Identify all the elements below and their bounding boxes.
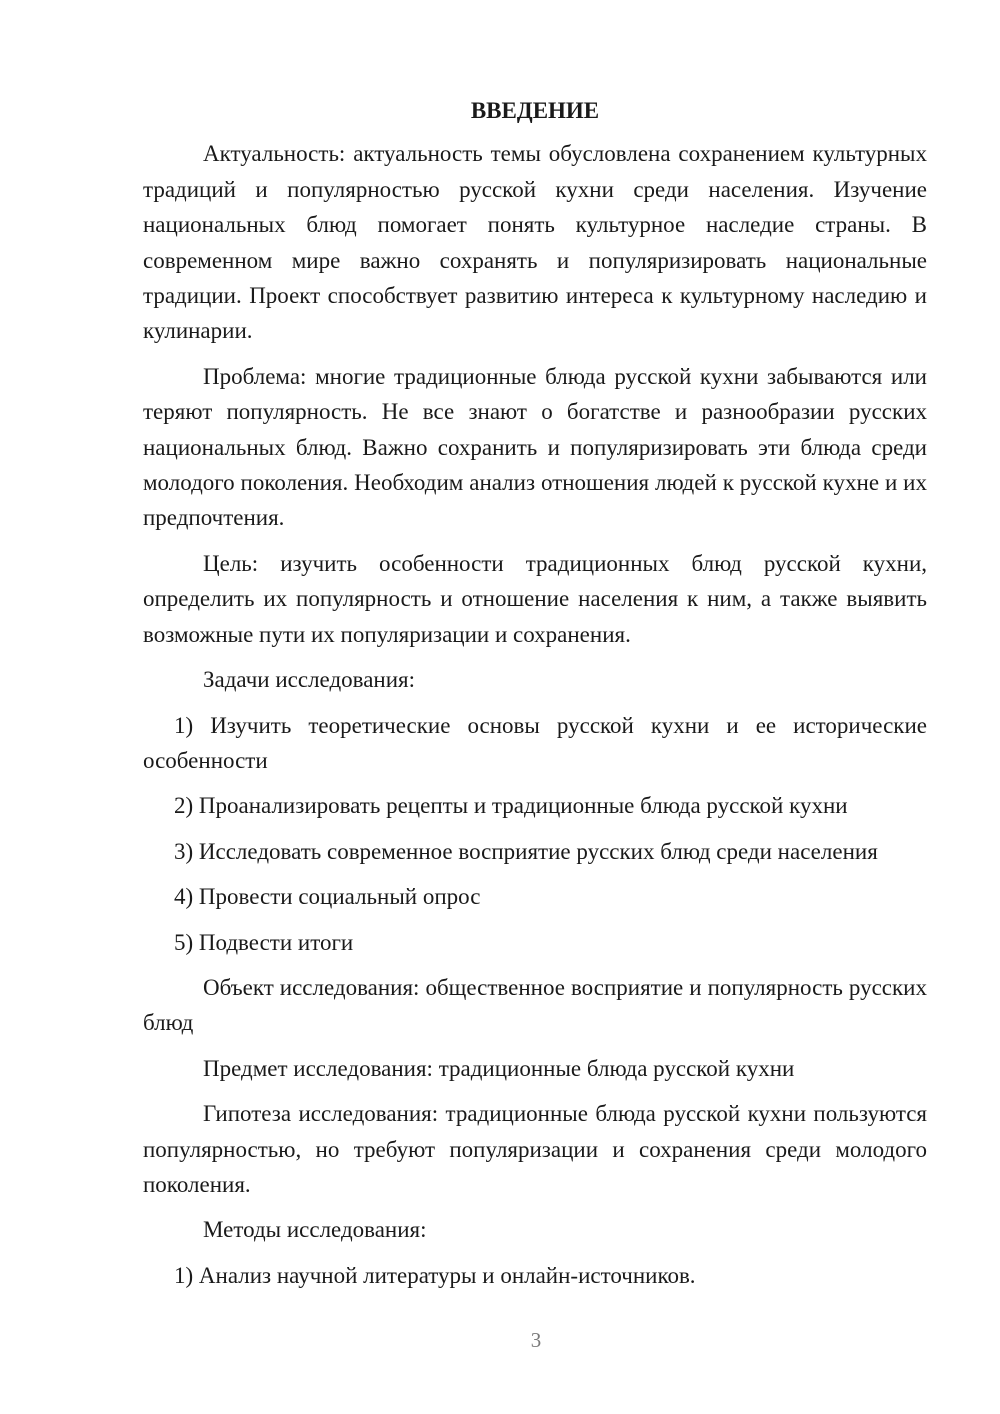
section-heading: ВВЕДЕНИЕ: [470, 98, 600, 123]
task-item: 1) Изучить теоретические основы русской кухни и ее исторические особенности: [143, 712, 927, 773]
object-paragraph: Объект исследования: общественное восприятие и популярность русских блюд: [143, 974, 927, 1036]
task-item: 3) Исследовать современное восприятие русских блюд среди населения: [174, 838, 878, 864]
page-number: 3: [530, 1328, 542, 1352]
task-item: 4) Провести социальный опрос: [174, 884, 481, 910]
hypothesis-paragraph: Гипотеза исследования: традиционные блюда русской кухни пользуются популярностью, но требуют популяризации и сохранения среди молодого поколения.: [143, 1101, 927, 1197]
tasks-heading: Задачи исследования:: [203, 667, 416, 693]
subject-paragraph: Предмет исследования: традиционные блюда русской кухни: [203, 1055, 795, 1081]
task-item: 5) Подвести итоги: [174, 929, 354, 955]
relevance-paragraph: Актуальность: актуальность темы обусловлена сохранением культурных традиций и популярностью русской кухни среди населения. Изучение национальных блюд помогает понять культурное наследие страны. В современном мире важно сохранять и популяризировать национальные традиции. Проект способствует развитию интереса к культурному наследию и кулинарии.: [143, 141, 927, 344]
methods-heading: Методы исследования:: [203, 1217, 427, 1243]
goal-paragraph: Цель: изучить особенности традиционных блюд русской кухни, определить их популярность и отношение населения к ним, а также выявить возможные пути их популяризации и сохранения.: [143, 550, 927, 647]
method-item: 1) Анализ научной литературы и онлайн-источников.: [174, 1262, 696, 1288]
document-page: [143, 93, 927, 1303]
task-item: 2) Проанализировать рецепты и традиционные блюда русской кухни: [174, 793, 848, 819]
problem-paragraph: Проблема: многие традиционные блюда русской кухни забываются или теряют популярность. Не все знают о богатстве и разнообразии русских национальных блюд. Важно сохранить и популяризировать эти блюда среди молодого поколения. Необходим анализ отношения людей к русской кухне и их предпочтения.: [143, 363, 927, 531]
